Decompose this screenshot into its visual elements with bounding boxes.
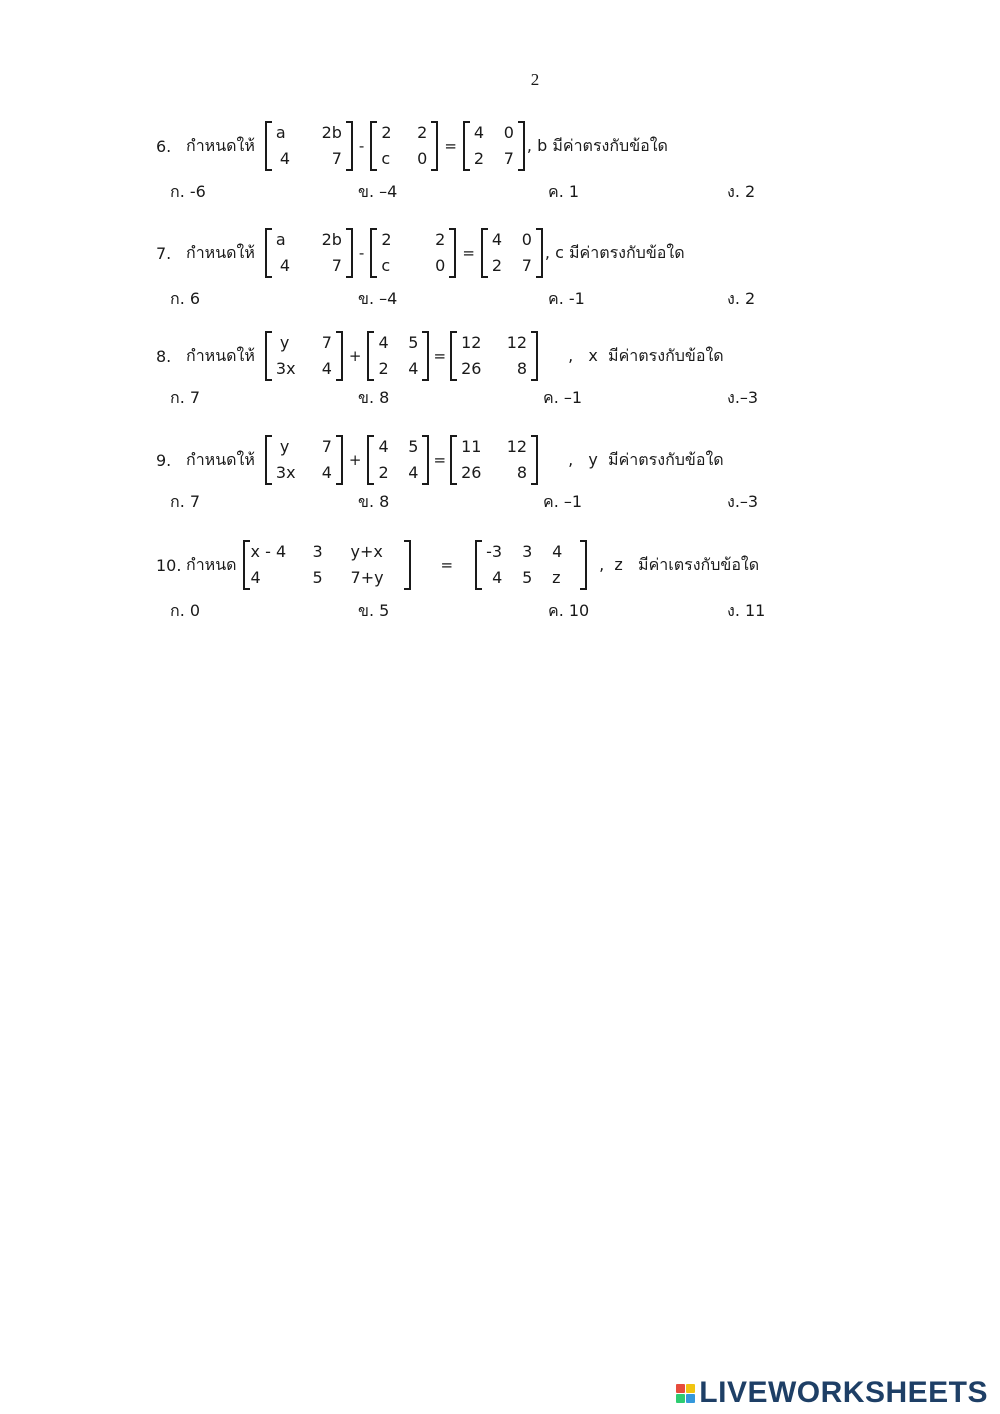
question-number: 6. xyxy=(156,136,172,156)
question-prompt: , b มีค่าตรงกับข้อใด xyxy=(526,135,668,155)
matrix-middle xyxy=(370,122,438,170)
matrix-right xyxy=(481,229,543,277)
choice-b[interactable]: ข. 8 xyxy=(358,492,390,511)
matrix-cell: 4 xyxy=(279,149,291,168)
matrix-cell: 11 xyxy=(461,437,482,456)
matrix-cell: 2 xyxy=(491,256,503,275)
matrix-cell: 7 xyxy=(331,256,342,275)
choice-d[interactable]: ง. 2 xyxy=(727,289,756,308)
matrix-cell: 5 xyxy=(408,437,419,456)
operator-equals: = xyxy=(440,556,454,574)
question-number: 7. xyxy=(156,243,172,263)
question-prompt: , y มีค่าตรงกับข้อใด xyxy=(568,449,724,469)
matrix-cell: 4 xyxy=(408,359,419,378)
matrix-cell: 7 xyxy=(321,437,332,456)
choice-d[interactable]: ง.–3 xyxy=(727,388,759,407)
question-lead: กำหนด xyxy=(186,554,237,574)
matrix-cell: 8 xyxy=(516,463,528,482)
question-number: 10. xyxy=(156,555,182,575)
question-prompt: , c มีค่าตรงกับข้อใด xyxy=(544,242,685,262)
operator-plus: + xyxy=(348,347,362,365)
choice-a[interactable]: ก. 7 xyxy=(170,492,201,511)
choice-c[interactable]: ค. –1 xyxy=(543,388,583,407)
choice-b[interactable]: ข. 8 xyxy=(358,388,390,407)
logo-square xyxy=(686,1394,695,1403)
matrix-cell: 4 xyxy=(473,123,485,142)
matrix-cell: y xyxy=(279,437,290,456)
matrix-cell: 3 xyxy=(312,542,323,561)
question-10 xyxy=(0,537,1000,637)
choice-b[interactable]: ข. 5 xyxy=(358,601,390,620)
matrix-cell: 2 xyxy=(378,359,389,378)
page-number: 2 xyxy=(530,70,540,89)
matrix-middle xyxy=(367,436,429,484)
matrix-right xyxy=(450,436,538,484)
operator-minus: - xyxy=(358,244,365,262)
matrix-cell: 7 xyxy=(331,149,342,168)
choice-c[interactable]: ค. -1 xyxy=(548,289,585,308)
question-prompt: , z มีค่าเตรงกับข้อใด xyxy=(599,554,760,574)
matrix-cell: 12 xyxy=(461,333,482,352)
matrix-cell: 4 xyxy=(378,437,389,456)
operator-plus: + xyxy=(348,451,362,469)
matrix-cell: 4 xyxy=(408,463,419,482)
question-7 xyxy=(0,225,1000,325)
matrix-cell: y xyxy=(279,333,290,352)
matrix-cell: 4 xyxy=(492,568,503,587)
matrix-middle xyxy=(367,332,429,380)
logo-square xyxy=(686,1384,695,1393)
operator-equals: = xyxy=(433,451,447,469)
choice-c[interactable]: ค. –1 xyxy=(543,492,583,511)
choice-b[interactable]: ข. –4 xyxy=(358,289,398,308)
question-prompt: , x มีค่าตรงกับข้อใด xyxy=(568,345,724,365)
choice-d[interactable]: ง. 11 xyxy=(727,601,766,620)
logo-square xyxy=(676,1394,685,1403)
matrix-cell: y+x xyxy=(350,542,383,561)
operator-equals: = xyxy=(462,244,475,262)
question-lead: กำหนดให้ xyxy=(186,345,255,365)
choice-b[interactable]: ข. –4 xyxy=(358,182,398,201)
matrix-cell: 7 xyxy=(321,333,332,352)
matrix-left xyxy=(265,229,353,277)
matrix-cell: 2b xyxy=(321,123,342,142)
matrix-cell: 0 xyxy=(435,256,446,275)
matrix-cell: x - 4 xyxy=(250,542,287,561)
choice-d[interactable]: ง. 2 xyxy=(727,182,756,201)
choice-a[interactable]: ก. 7 xyxy=(170,388,201,407)
question-8 xyxy=(0,328,1000,428)
matrix-cell: 5 xyxy=(408,333,419,352)
matrix-cell: 2 xyxy=(381,123,392,142)
matrix-cell: c xyxy=(381,149,391,168)
matrix-cell: 12 xyxy=(506,437,528,456)
matrix-cell: a xyxy=(275,230,286,249)
matrix-cell: 7 xyxy=(503,149,514,168)
matrix-cell: 2 xyxy=(378,463,389,482)
question-lead: กำหนดให้ xyxy=(186,135,255,155)
question-number: 9. xyxy=(156,450,172,470)
matrix-cell: 12 xyxy=(506,333,528,352)
matrix-cell: 4 xyxy=(250,568,261,587)
matrix-left xyxy=(243,541,411,589)
matrix-cell: 5 xyxy=(522,568,533,587)
question-lead: กำหนดให้ xyxy=(186,242,255,262)
logo-mark-icon xyxy=(676,1384,695,1403)
choice-a[interactable]: ก. 6 xyxy=(170,289,201,308)
matrix-left xyxy=(265,332,343,380)
matrix-cell: z xyxy=(552,568,561,587)
matrix-cell: 0 xyxy=(417,149,428,168)
matrix-left xyxy=(265,436,343,484)
matrix-cell: 4 xyxy=(321,359,332,378)
matrix-cell: -3 xyxy=(486,542,503,561)
question-6 xyxy=(0,118,1000,218)
matrix-cell: 4 xyxy=(491,230,503,249)
matrix-cell: 2 xyxy=(417,123,428,142)
matrix-cell: 8 xyxy=(516,359,528,378)
logo-text: LIVEWORKSHEETS xyxy=(699,1376,988,1409)
choice-c[interactable]: ค. 1 xyxy=(548,182,580,201)
matrix-left xyxy=(265,122,353,170)
matrix-cell: c xyxy=(381,256,391,275)
question-lead: กำหนดให้ xyxy=(186,449,255,469)
matrix-cell: 26 xyxy=(461,463,482,482)
choice-d[interactable]: ง.–3 xyxy=(727,492,759,511)
matrix-middle xyxy=(370,229,456,277)
matrix-cell: 2 xyxy=(381,230,392,249)
matrix-cell: 26 xyxy=(461,359,482,378)
matrix-right xyxy=(463,122,525,170)
matrix-cell: 5 xyxy=(312,568,323,587)
operator-equals: = xyxy=(444,137,457,155)
matrix-cell: 4 xyxy=(378,333,389,352)
matrix-cell: 4 xyxy=(552,542,563,561)
matrix-right xyxy=(450,332,538,380)
matrix-cell: 7 xyxy=(521,256,532,275)
matrix-cell: 3x xyxy=(275,359,296,378)
matrix-cell: 0 xyxy=(521,230,532,249)
operator-equals: = xyxy=(433,347,447,365)
matrix-right xyxy=(475,541,587,589)
matrix-cell: 4 xyxy=(279,256,291,275)
matrix-cell: 4 xyxy=(321,463,332,482)
matrix-cell: 2b xyxy=(321,230,342,249)
matrix-cell: 7+y xyxy=(350,568,384,587)
matrix-cell: 2 xyxy=(435,230,446,249)
choice-a[interactable]: ก. -6 xyxy=(170,182,206,201)
choice-a[interactable]: ก. 0 xyxy=(170,601,201,620)
question-9 xyxy=(0,432,1000,532)
choice-c[interactable]: ค. 10 xyxy=(548,601,590,620)
operator-minus: - xyxy=(358,137,365,155)
matrix-cell: 0 xyxy=(503,123,514,142)
matrix-cell: 3 xyxy=(522,542,533,561)
matrix-cell: 3x xyxy=(275,463,296,482)
matrix-cell: a xyxy=(275,123,286,142)
matrix-cell: 2 xyxy=(473,149,485,168)
question-number: 8. xyxy=(156,346,172,366)
liveworksheets-logo xyxy=(676,1376,988,1410)
logo-square xyxy=(676,1384,685,1393)
